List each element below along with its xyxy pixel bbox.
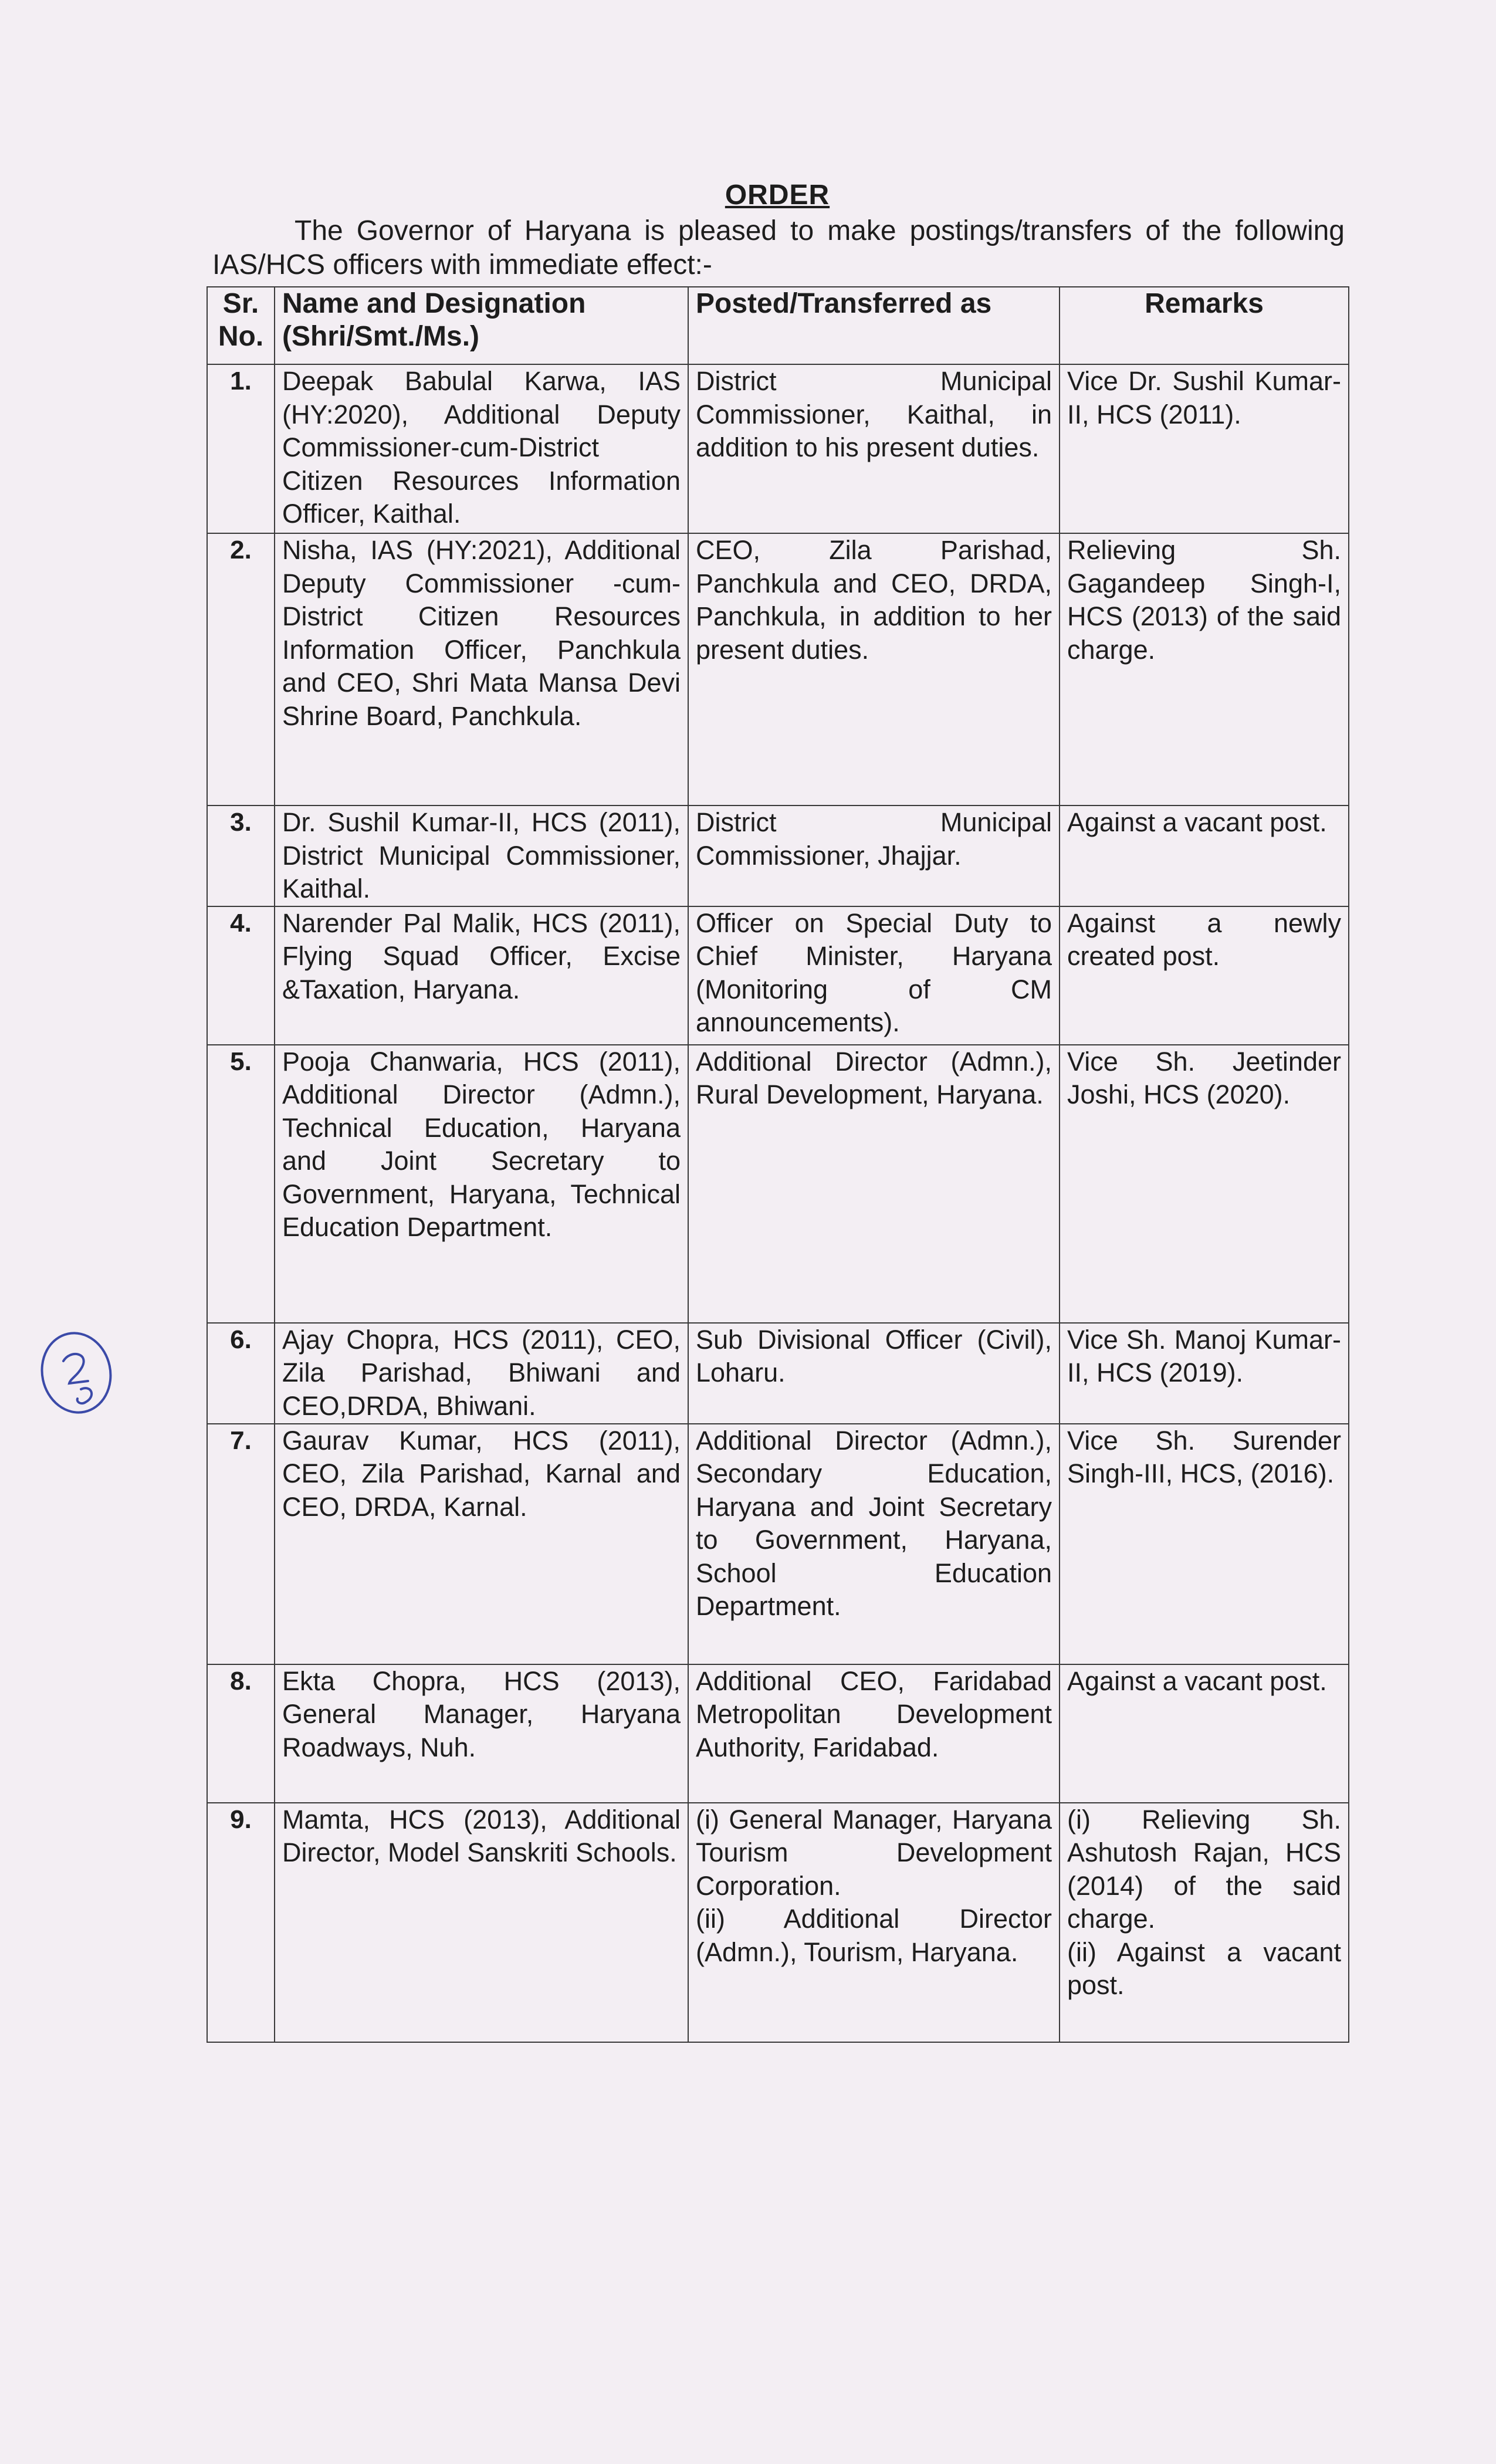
row-remarks: Vice Sh. Surender Singh-III, HCS, (2016). xyxy=(1060,1424,1349,1664)
row-sr: 4. xyxy=(207,906,275,1045)
row-posted: Additional Director (Admn.), Rural Development, Haryana. xyxy=(688,1045,1060,1323)
table-row xyxy=(207,1045,1349,1323)
row-name-designation: Ekta Chopra, HCS (2013), General Manager, Haryana Roadways, Nuh. xyxy=(275,1664,688,1803)
table-row xyxy=(207,1424,1349,1664)
row-sr: 6. xyxy=(207,1323,275,1424)
postings-table xyxy=(207,286,1349,2043)
row-posted: Officer on Special Duty to Chief Minister, Haryana (Monitoring of CM announcements). xyxy=(688,906,1060,1045)
row-name-designation: Mamta, HCS (2013), Additional Director, Model Sanskriti Schools. xyxy=(275,1803,688,2042)
remarks-item: (ii) Against a vacant post. xyxy=(1067,1937,1341,2000)
header-sr-no: Sr. No. xyxy=(207,287,275,364)
row-sr: 2. xyxy=(207,533,275,805)
row-remarks: Vice Sh. Manoj Kumar-II, HCS (2019). xyxy=(1060,1323,1349,1424)
row-posted: Additional Director (Admn.), Secondary Education, Haryana and Joint Secretary to Government, Haryana, School Education Department. xyxy=(688,1424,1060,1664)
row-name-designation: Pooja Chanwaria, HCS (2011), Additional Director (Admn.), Technical Education, Haryana and Joint Secretary to Government, Haryana, Technical Education Department. xyxy=(275,1045,688,1323)
header-remarks: Remarks xyxy=(1060,287,1349,364)
remarks-item: (i) Relieving Sh. Ashutosh Rajan, HCS (2014) of the said charge. xyxy=(1067,1804,1341,1934)
row-name-designation: Deepak Babulal Karwa, IAS (HY:2020), Additional Deputy Commissioner-cum-District Citizen Resources Information Officer, Kaithal. xyxy=(275,364,688,533)
table-header-row xyxy=(207,287,1349,364)
header-posted-transferred: Posted/Transferred as xyxy=(688,287,1060,364)
row-sr: 9. xyxy=(207,1803,275,2042)
row-sr: 8. xyxy=(207,1664,275,1803)
header-name-designation: Name and Designation (Shri/Smt./Ms.) xyxy=(275,287,688,364)
table-row xyxy=(207,805,1349,906)
table-row xyxy=(207,364,1349,533)
posted-item: (ii) Additional Director (Admn.), Tourism, Haryana. xyxy=(696,1904,1052,1967)
order-heading: ORDER xyxy=(725,180,830,211)
row-sr: 7. xyxy=(207,1424,275,1664)
row-sr: 5. xyxy=(207,1045,275,1323)
table-row xyxy=(207,533,1349,805)
row-name-designation: Ajay Chopra, HCS (2011), CEO, Zila Parishad, Bhiwani and CEO,DRDA, Bhiwani. xyxy=(275,1323,688,1424)
order-intro: The Governor of Haryana is pleased to make postings/transfers of the following IAS/HCS officers with immediate effect:- xyxy=(212,215,1345,280)
row-name-designation: Narender Pal Malik, HCS (2011), Flying Squad Officer, Excise &Taxation, Haryana. xyxy=(275,906,688,1045)
table-row xyxy=(207,1664,1349,1803)
row-posted: District Municipal Commissioner, Jhajjar. xyxy=(688,805,1060,906)
row-remarks: Against a newly created post. xyxy=(1060,906,1349,1045)
row-sr: 1. xyxy=(207,364,275,533)
handwritten-mark-icon xyxy=(35,1320,117,1420)
row-remarks: Against a vacant post. xyxy=(1060,1664,1349,1803)
row-name-designation: Dr. Sushil Kumar-II, HCS (2011), District Municipal Commissioner, Kaithal. xyxy=(275,805,688,906)
row-remarks: Vice Dr. Sushil Kumar-II, HCS (2011). xyxy=(1060,364,1349,533)
row-posted xyxy=(688,1803,1060,2042)
row-remarks xyxy=(1060,1803,1349,2042)
table-row xyxy=(207,906,1349,1045)
row-remarks: Vice Sh. Jeetinder Joshi, HCS (2020). xyxy=(1060,1045,1349,1323)
row-sr: 3. xyxy=(207,805,275,906)
row-posted: District Municipal Commissioner, Kaithal, in addition to his present duties. xyxy=(688,364,1060,533)
row-name-designation: Gaurav Kumar, HCS (2011), CEO, Zila Parishad, Karnal and CEO, DRDA, Karnal. xyxy=(275,1424,688,1664)
posted-item: (i) General Manager, Haryana Tourism Development Corporation. xyxy=(696,1804,1052,1901)
row-posted: Sub Divisional Officer (Civil), Loharu. xyxy=(688,1323,1060,1424)
row-posted: CEO, Zila Parishad, Panchkula and CEO, DRDA, Panchkula, in addition to her present duties. xyxy=(688,533,1060,805)
table-row xyxy=(207,1323,1349,1424)
table-row xyxy=(207,1803,1349,2042)
row-posted: Additional CEO, Faridabad Metropolitan Development Authority, Faridabad. xyxy=(688,1664,1060,1803)
row-name-designation: Nisha, IAS (HY:2021), Additional Deputy Commissioner -cum- District Citizen Resources Information Officer, Panchkula and CEO, Shri Mata Mansa Devi Shrine Board, Panchkula. xyxy=(275,533,688,805)
row-remarks: Against a vacant post. xyxy=(1060,805,1349,906)
row-remarks: Relieving Sh. Gagandeep Singh-I, HCS (2013) of the said charge. xyxy=(1060,533,1349,805)
